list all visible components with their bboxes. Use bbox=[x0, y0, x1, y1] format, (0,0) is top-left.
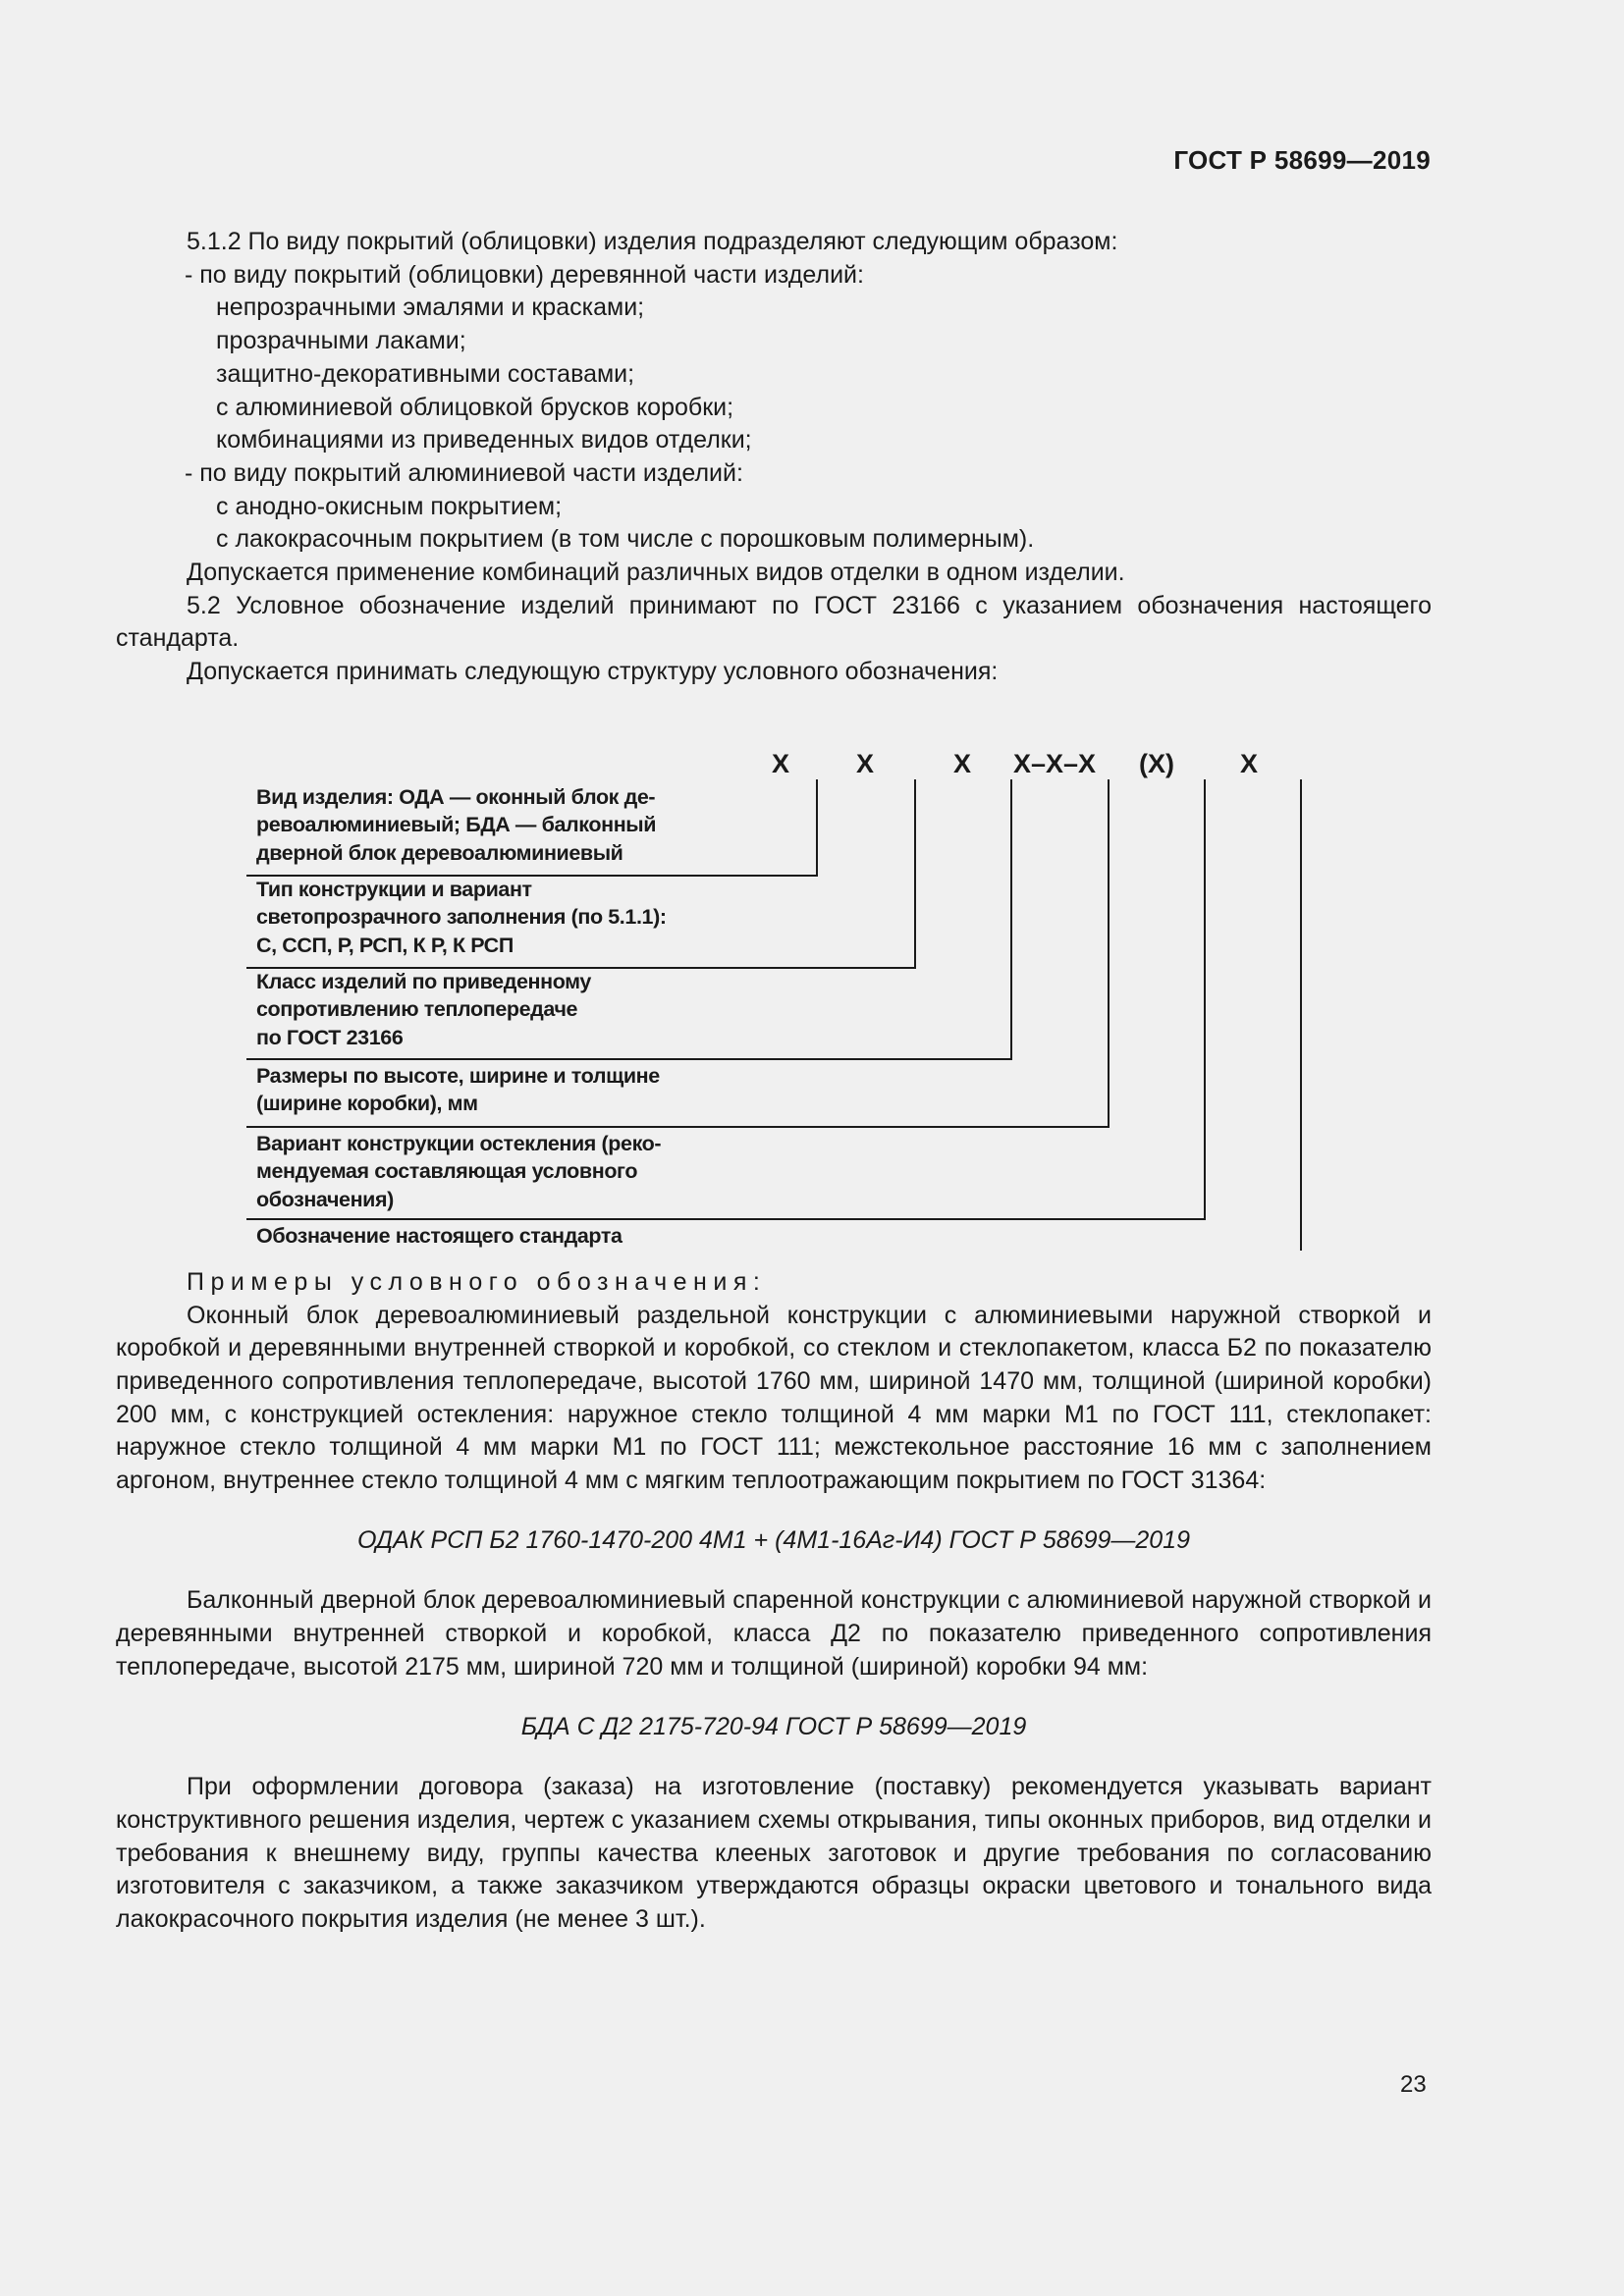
wood-coverings-heading: - по виду покрытий (облицовки) деревянной части изделий: bbox=[185, 260, 864, 289]
wood-item: с алюминиевой облицовкой брусков коробки; bbox=[216, 393, 734, 421]
symbol-product-type: X bbox=[771, 748, 789, 778]
section-52-text: 5.2 Условное обозначение изделий принимают по ГОСТ 23166 с указанием обозначения настоящего стандарта. bbox=[116, 591, 1432, 653]
diagram-label-standard: Обозначение настоящего стандарта bbox=[256, 1223, 623, 1248]
combination-note: Допускается применение комбинаций различных видов отделки в одном изделии. bbox=[187, 559, 1125, 587]
example-2-code: БДА С Д2 2175-720-94 ГОСТ Р 58699—2019 bbox=[520, 1712, 1027, 1740]
symbol-glazing-variant: (X) bbox=[1139, 748, 1174, 778]
alu-item: с анодно-окисным покрытием; bbox=[216, 492, 563, 520]
example-1-text: Оконный блок деревоалюминиевый раздельной конструкции с алюминиевыми наружной створкой и коробкой и деревянными внутренней створкой и коробкой, со стеклом и стеклопакетом, класса Б2 по показателю приведенного сопротивления теплопередаче, высотой 1760 мм, шириной 1470 мм, толщиной (шириной коробки) 200 мм, с конструкцией остекления: наружное стекло толщиной 4 мм марки М1 по ГОСТ 111, стеклопакет: наружное стекло толщиной 4 мм марки М1 по ГОСТ 111; межстекольное расстояние 16 мм с заполнением аргоном, внутреннее стекло толщиной 4 мм с мягким теплоотражающим покрытием по ГОСТ 31364: bbox=[116, 1301, 1432, 1495]
symbol-standard: X bbox=[1239, 748, 1258, 778]
examples-heading: Примеры условного обозначения: bbox=[187, 1267, 767, 1296]
symbol-class: X bbox=[952, 748, 971, 778]
wood-item: комбинациями из приведенных видов отделки; bbox=[216, 426, 752, 454]
wood-item: защитно-декоративными составами; bbox=[216, 359, 635, 388]
diagram-label-glazing-variant: Вариант конструкции остекления (реко- мендуемая составляющая условного обозначения) bbox=[256, 1131, 662, 1211]
page-content bbox=[116, 226, 1432, 1937]
alu-coverings-heading: - по виду покрытий алюминиевой части изделий: bbox=[185, 458, 743, 487]
symbol-dimensions: X–X–X bbox=[1012, 748, 1097, 778]
page-number: 23 bbox=[1400, 2071, 1427, 2098]
wood-item: прозрачными лаками; bbox=[216, 327, 466, 355]
designation-structure-diagram bbox=[116, 689, 1432, 1251]
diagram-label-construction-type: Тип конструкции и вариант светопрозрачного заполнения (по 5.1.1): С, ССП, Р, РСП, К Р, К РСП bbox=[256, 877, 667, 957]
structure-note: Допускается принимать следующую структуру условного обозначения: bbox=[187, 658, 999, 686]
diagram-label-class: Класс изделий по приведенному сопротивлению теплопередаче по ГОСТ 23166 bbox=[256, 969, 591, 1049]
example-2-text: Балконный дверной блок деревоалюминиевый спаренной конструкции с алюминиевой наружной створкой и деревянными внутренней створкой и коробкой, класса Д2 по показателю приведенного сопротивления теплопередаче, высотой 2175 мм, шириной 720 мм и толщиной (шириной) коробки 94 мм: bbox=[116, 1586, 1432, 1681]
diagram-label-product-type: Вид изделия: ОДА — оконный блок де- ревоалюминиевый; БДА — балконный дверной блок деревоалюминиевый bbox=[256, 784, 657, 865]
diagram-label-dimensions: Размеры по высоте, ширине и толщине (ширине коробки), мм bbox=[256, 1063, 660, 1116]
example-1-code: ОДАК РСП Б2 1760-1470-200 4М1 + (4М1-16Аг-И4) ГОСТ Р 58699—2019 bbox=[356, 1525, 1190, 1554]
order-note: При оформлении договора (заказа) на изготовление (поставку) рекомендуется указывать вариант конструктивного решения изделия, чертеж с указанием схемы открывания, типы оконных приборов, вид отделки и требования к внешнему виду, группы качества клееных заготовок и другие требования по согласованию изготовителя с заказчиком, а также заказчиком утверждаются образцы окраски цветового и тонального вида лакокрасочного покрытия изделия (не менее 3 шт.). bbox=[116, 1773, 1432, 1934]
symbol-construction-type: X bbox=[855, 748, 874, 778]
alu-item: с лакокрасочным покрытием (в том числе с порошковым полимерным). bbox=[216, 525, 1035, 554]
section-512-intro: 5.1.2 По виду покрытий (облицовки) изделия подразделяют следующим образом: bbox=[187, 228, 1118, 255]
wood-item: непрозрачными эмалями и красками; bbox=[216, 294, 645, 322]
document-header: ГОСТ Р 58699—2019 bbox=[1173, 145, 1431, 175]
